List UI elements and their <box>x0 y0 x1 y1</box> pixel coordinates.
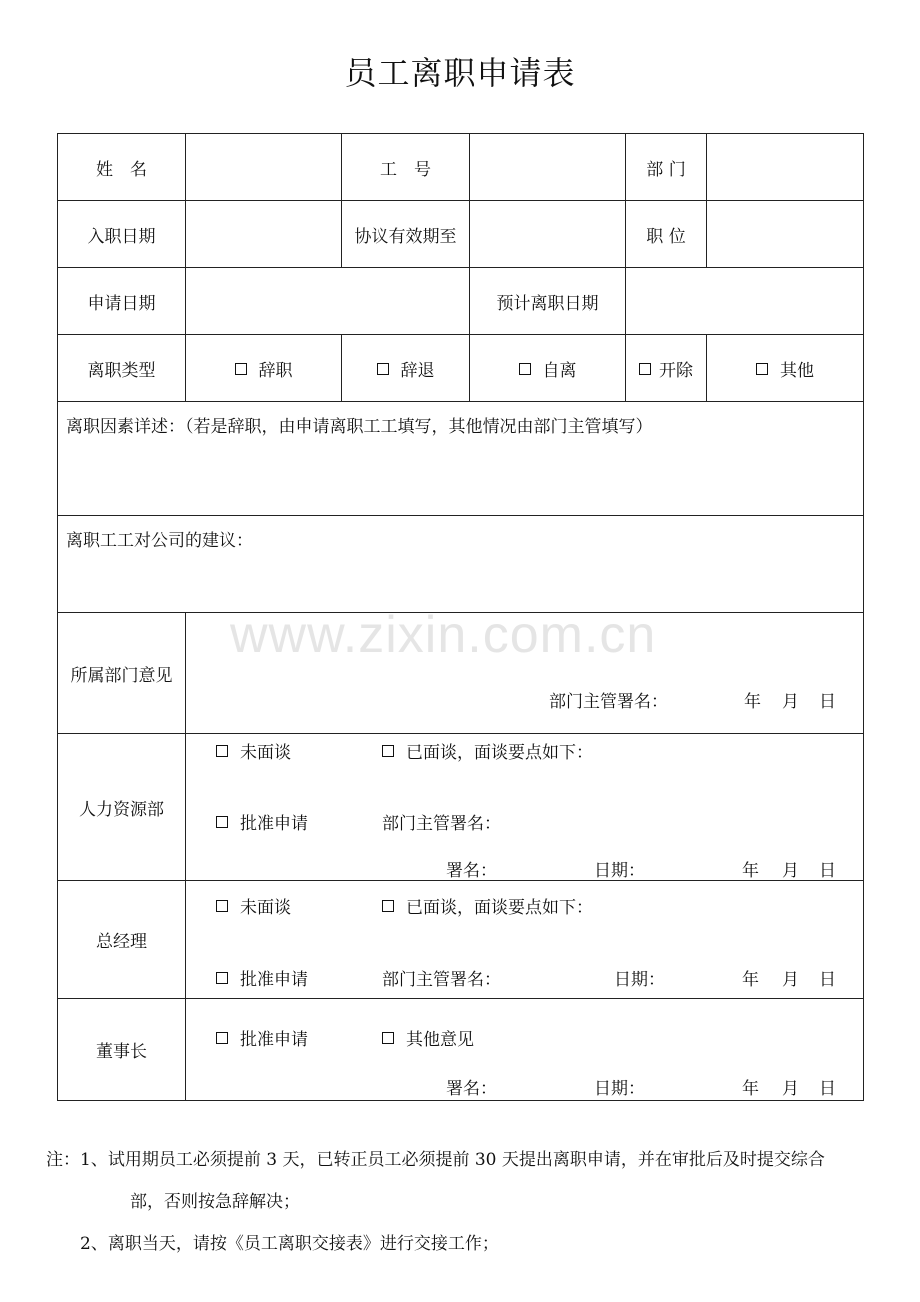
resignation-form <box>57 133 864 1101</box>
month-label: 月 <box>782 692 799 712</box>
chairman-label: 董事长 <box>58 999 186 1101</box>
hr-supervisor-sign: 部门主管署名： <box>382 814 501 834</box>
gm-approve[interactable]: 批准申请 <box>216 965 308 990</box>
hr-cell[interactable] <box>186 734 864 881</box>
hr-date-label: 日期： <box>594 861 645 881</box>
type-option-resign[interactable]: 辞职 <box>186 335 342 402</box>
chairman-date-label: 日期： <box>594 1079 645 1099</box>
employee-no-label: 工 号 <box>342 134 470 201</box>
gm-date-label: 日期： <box>614 970 665 990</box>
day-label: 日 <box>819 692 836 712</box>
month-label: 月 <box>782 861 799 881</box>
year-label: 年 <box>742 970 759 990</box>
checkbox-icon[interactable] <box>382 900 394 912</box>
type-option-fire[interactable]: 开除 <box>626 335 707 402</box>
name-field[interactable] <box>186 134 342 201</box>
checkbox-icon[interactable] <box>377 363 389 375</box>
type-option-dismiss[interactable]: 辞退 <box>342 335 470 402</box>
dept-sign-label: 部门主管署名： <box>549 692 668 712</box>
hr-label: 人力资源部 <box>58 734 186 881</box>
checkbox-icon[interactable] <box>216 900 228 912</box>
hire-date-field[interactable] <box>186 201 342 268</box>
suggestion-cell[interactable] <box>58 516 864 613</box>
month-label: 月 <box>782 1079 799 1099</box>
day-label: 日 <box>819 1079 836 1099</box>
gm-not-interviewed[interactable]: 未面谈 <box>216 893 291 918</box>
expected-leave-field[interactable] <box>626 268 864 335</box>
department-field[interactable] <box>707 134 864 201</box>
type-option-other[interactable]: 其他 <box>707 335 864 402</box>
type-label: 离职类型 <box>58 335 186 402</box>
position-label: 职 位 <box>626 201 707 268</box>
reason-cell[interactable] <box>58 402 864 516</box>
type-option-self-leave[interactable]: 自离 <box>470 335 626 402</box>
hr-sign-label: 署名： <box>446 861 497 881</box>
year-label: 年 <box>742 1079 759 1099</box>
name-label: 姓 名 <box>58 134 186 201</box>
position-field[interactable] <box>707 201 864 268</box>
contract-field[interactable] <box>470 201 626 268</box>
chairman-other-opinion[interactable]: 其他意见 <box>382 1025 474 1050</box>
department-label: 部 门 <box>626 134 707 201</box>
watermark: www.zixin.com.cn <box>230 606 657 664</box>
month-label: 月 <box>782 970 799 990</box>
checkbox-icon[interactable] <box>216 745 228 757</box>
hr-not-interviewed[interactable]: 未面谈 <box>216 738 291 763</box>
employee-no-field[interactable] <box>470 134 626 201</box>
chairman-approve[interactable]: 批准申请 <box>216 1025 308 1050</box>
checkbox-icon[interactable] <box>519 363 531 375</box>
checkbox-icon[interactable] <box>216 972 228 984</box>
hire-date-label: 入职日期 <box>58 201 186 268</box>
contract-label: 协议有效期至 <box>342 201 470 268</box>
gm-cell[interactable] <box>186 881 864 999</box>
dept-opinion-cell[interactable] <box>186 613 864 734</box>
reason-label: 离职因素详述：（若是辞职，由申请离职工工填写，其他情况由部门主管填写） <box>66 417 653 437</box>
year-label: 年 <box>742 861 759 881</box>
page-title: 员工离职申请表 <box>344 54 576 92</box>
note-line-1: 注：1、试用期员工必须提前 3 天，已转正员工必须提前 30 天提出离职申请，并在审批后及时提交综合 <box>46 1150 825 1170</box>
checkbox-icon[interactable] <box>216 1032 228 1044</box>
note-line-2: 部，否则按急辞解决； <box>130 1192 300 1212</box>
apply-date-label: 申请日期 <box>58 268 186 335</box>
expected-leave-label: 预计离职日期 <box>470 268 626 335</box>
checkbox-icon[interactable] <box>639 363 651 375</box>
gm-supervisor-sign: 部门主管署名： <box>382 970 501 990</box>
day-label: 日 <box>819 970 836 990</box>
gm-label: 总经理 <box>58 881 186 999</box>
checkbox-icon[interactable] <box>382 1032 394 1044</box>
checkbox-icon[interactable] <box>382 745 394 757</box>
checkbox-icon[interactable] <box>235 363 247 375</box>
day-label: 日 <box>819 861 836 881</box>
year-label: 年 <box>744 692 761 712</box>
dept-opinion-label: 所属部门意见 <box>58 613 186 734</box>
chairman-sign-label: 署名： <box>446 1079 497 1099</box>
chairman-cell[interactable] <box>186 999 864 1101</box>
checkbox-icon[interactable] <box>756 363 768 375</box>
suggestion-label: 离职工工对公司的建议： <box>66 531 253 551</box>
gm-interviewed[interactable]: 已面谈，面谈要点如下： <box>382 893 593 918</box>
hr-interviewed[interactable]: 已面谈，面谈要点如下： <box>382 738 593 763</box>
apply-date-field[interactable] <box>186 268 470 335</box>
note-line-3: 2、离职当天，请按《员工离职交接表》进行交接工作； <box>80 1234 499 1254</box>
checkbox-icon[interactable] <box>216 816 228 828</box>
hr-approve[interactable]: 批准申请 <box>216 809 308 834</box>
